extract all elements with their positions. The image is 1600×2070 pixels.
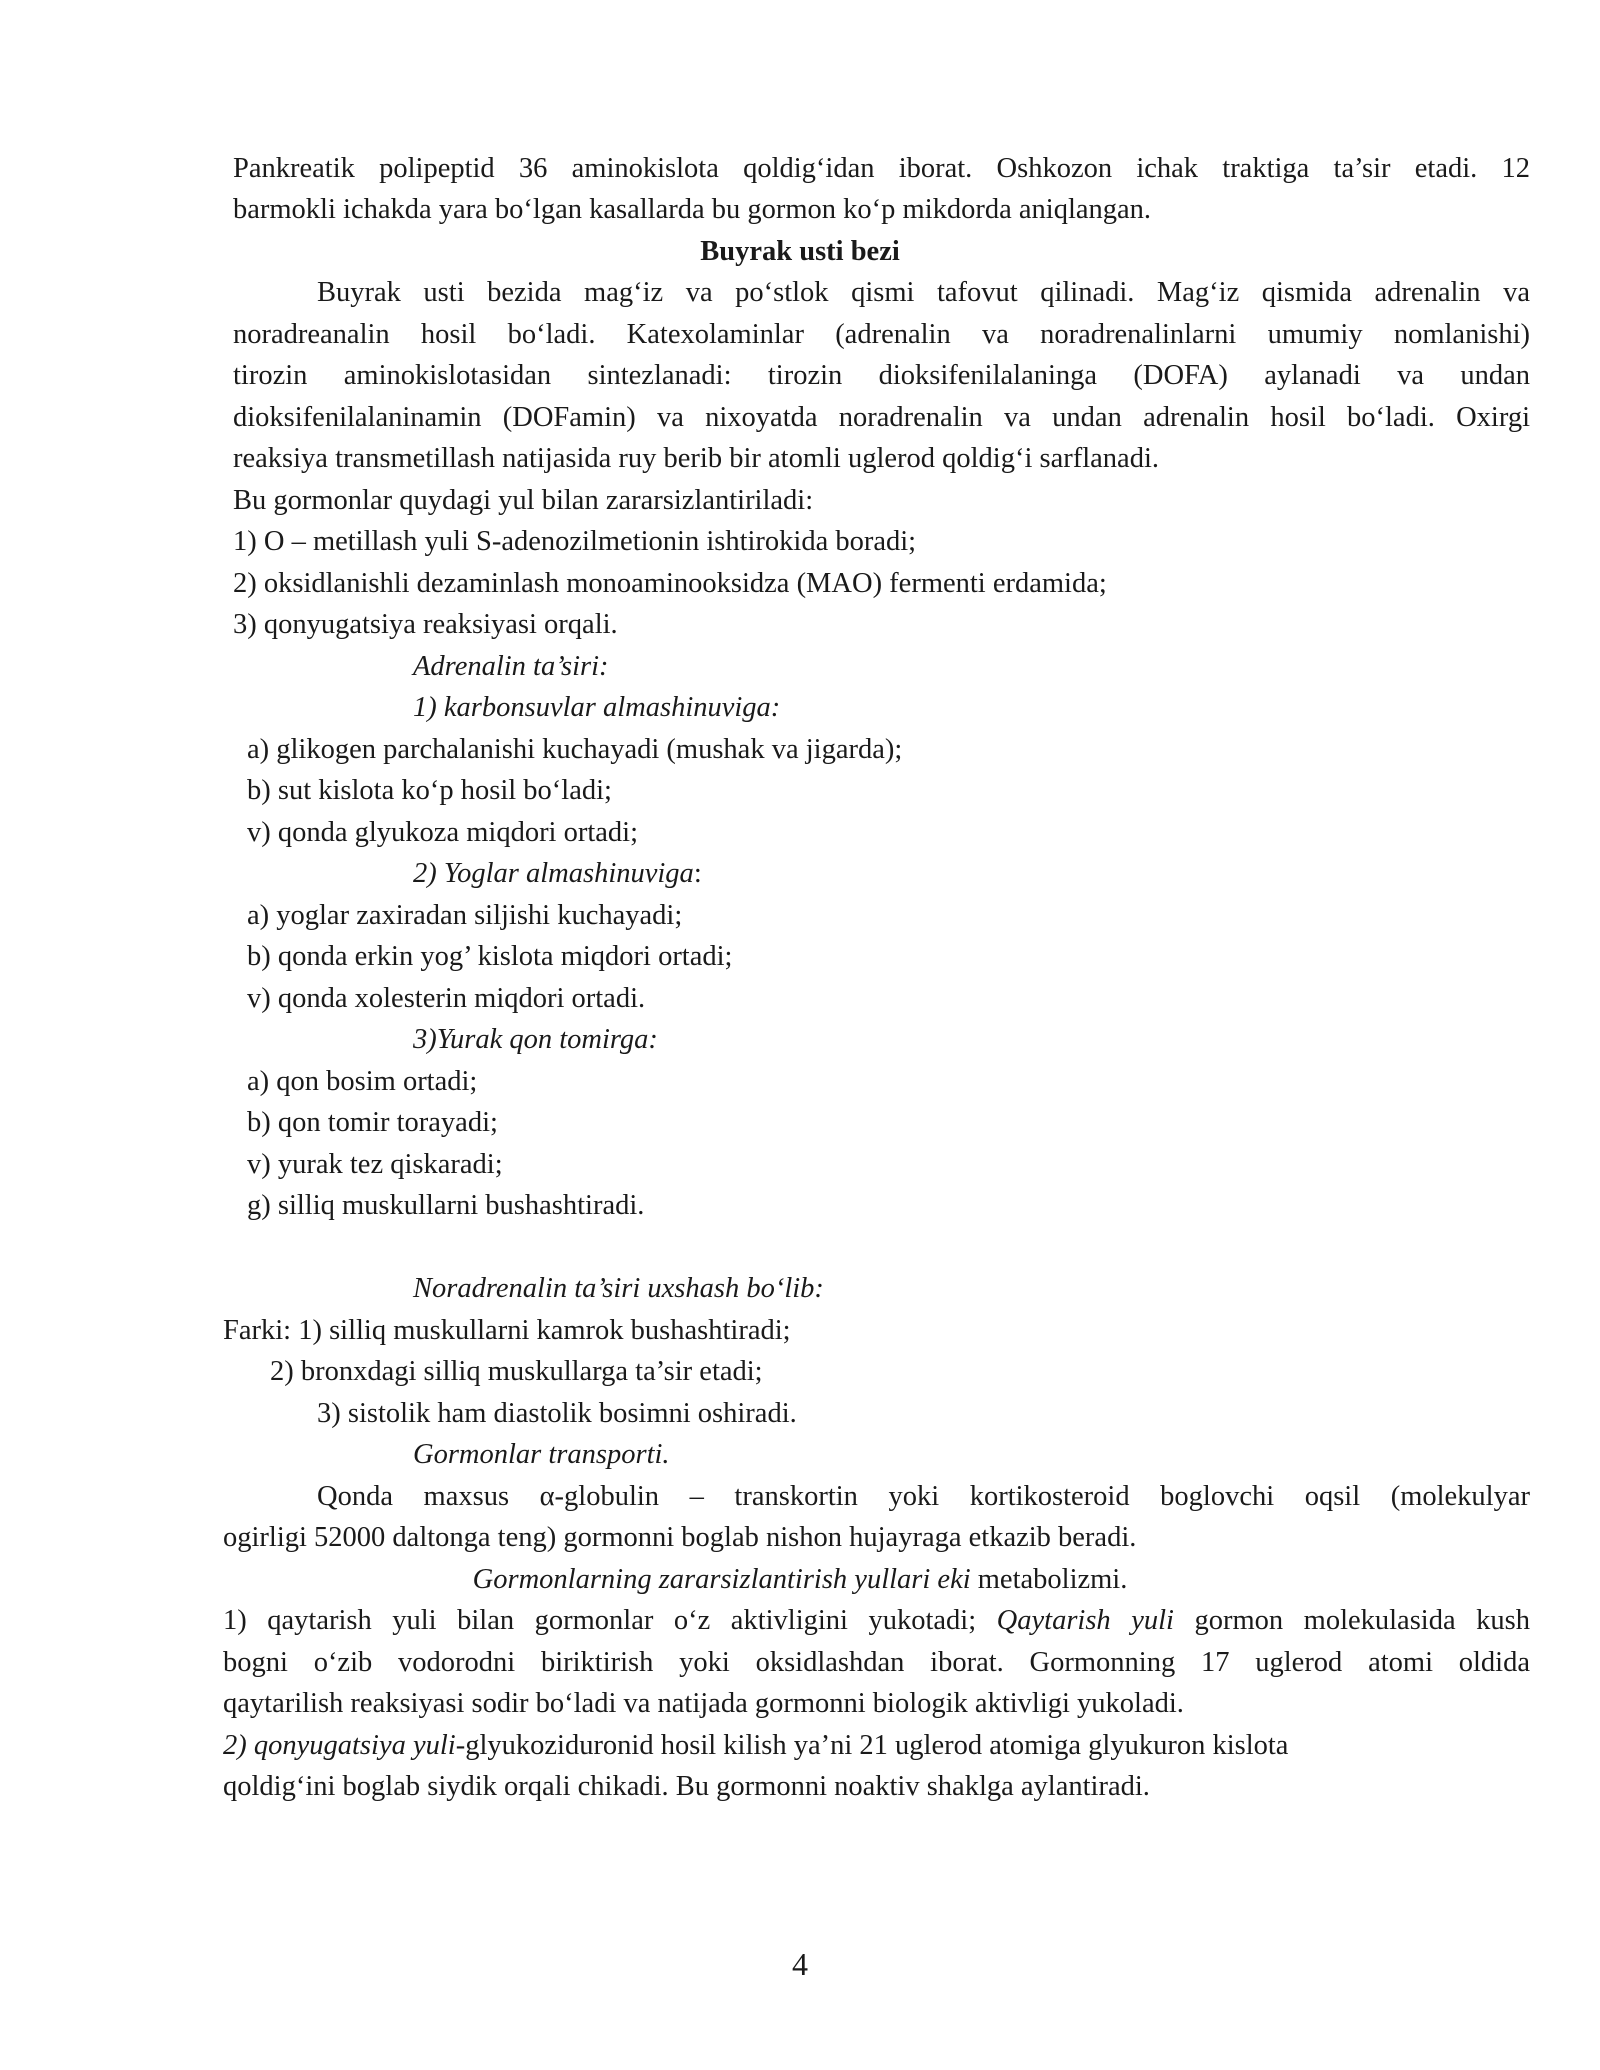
subheading: Adrenalin ta’siri: [413, 651, 609, 682]
text-run: gormon molekulasida kush [1173, 1605, 1530, 1636]
list-item: b) sut kislota ko‘p hosil bo‘ladi; [247, 775, 612, 806]
page-number: 4 [792, 1946, 808, 1982]
text-run: 1) qaytarish yuli bilan gormonlar o‘z aktivligini yukotadi; [223, 1605, 997, 1636]
paragraph-line: qaytarilish reaksiyasi sodir bo‘ladi va natijada gormonni biologik aktivligi yukoladi. [223, 1688, 1184, 1719]
list-item: 2) bronxdagi silliq muskullarga ta’sir etadi; [270, 1356, 763, 1387]
list-item: v) qonda glyukoza miqdori ortadi; [247, 817, 638, 848]
list-item: g) silliq muskullarni bushashtiradi. [247, 1190, 645, 1221]
list-item: Farki: 1) silliq muskullarni kamrok bushashtiradi; [223, 1315, 791, 1346]
list-item: a) glikogen parchalanishi kuchayadi (mushak va jigarda); [247, 734, 903, 765]
list-item: b) qon tomir torayadi; [247, 1107, 498, 1138]
subheading [0, 1559, 1600, 1600]
list-item: 3) sistolik ham diastolik bosimni oshiradi. [317, 1398, 797, 1429]
paragraph-line [223, 1725, 1288, 1766]
paragraph-line: bogni o‘zib vodorodni biriktirish yoki oksidlashdan iborat. Gormonning 17 uglerod atomi oldida [223, 1647, 1530, 1678]
paragraph-line: Pankreatik polipeptid 36 aminokislota qoldig‘idan iborat. Oshkozon ichak traktiga ta’sir etadi. 12 [233, 153, 1530, 184]
subheading-colon: : [693, 858, 702, 889]
text-run-italic: 2) qonyugatsiya yuli [223, 1730, 456, 1761]
subheading: Noradrenalin ta’siri uxshash bo‘lib: [413, 1273, 824, 1304]
subheading-text: 2) Yoglar almashinuviga [413, 858, 694, 889]
subheading: 1) karbonsuvlar almashinuviga: [413, 692, 781, 723]
list-item: a) qon bosim ortadi; [247, 1066, 478, 1097]
list-item: 2) oksidlanishli dezaminlash monoaminooksidza (MAO) fermenti erdamida; [233, 568, 1107, 599]
paragraph-line: barmokli ichakda yara bo‘lgan kasallarda bu gormon ko‘p mikdorda aniqlangan. [233, 194, 1152, 225]
paragraph-line: dioksifenilalaninamin (DOFamin) va nixoyatda noradrenalin va undan adrenalin hosil bo‘ladi. Oxirgi [233, 402, 1530, 433]
subheading-italic: Gormonlarning zararsizlantirish yullari eki [472, 1564, 971, 1595]
paragraph-line: qoldig‘ini boglab siydik orqali chikadi. Bu gormonni noaktiv shaklga aylantiradi. [223, 1771, 1150, 1802]
text-run-italic: Qaytarish yuli [996, 1605, 1174, 1636]
list-item: a) yoglar zaxiradan siljishi kuchayadi; [247, 900, 683, 931]
list-item: b) qonda erkin yog’ kislota miqdori ortadi; [247, 941, 733, 972]
list-item: 3) qonyugatsiya reaksiyasi orqali. [233, 609, 618, 640]
subheading: 3)Yurak qon tomirga: [413, 1024, 658, 1055]
list-item: v) yurak tez qiskaradi; [247, 1149, 503, 1180]
paragraph-line: noradreanalin hosil bo‘ladi. Katexolaminlar (adrenalin va noradrenalinlarni umumiy nomlanishi) [233, 319, 1530, 350]
list-item: v) qonda xolesterin miqdori ortadi. [247, 983, 646, 1014]
subheading [413, 853, 702, 894]
text-run: -glyukoziduronid hosil kilish ya’ni 21 uglerod atomiga glyukuron kislota [455, 1730, 1289, 1761]
detox-intro: Bu gormonlar quydagi yul bilan zararsizlantiriladi: [233, 485, 814, 516]
paragraph-line: tirozin aminokislotasidan sintezlanadi: tirozin dioksifenilalaninga (DOFA) aylanadi va undan [233, 360, 1530, 391]
list-item: 1) O – metillash yuli S-adenozilmetionin ishtirokida boradi; [233, 526, 917, 557]
paragraph-line: ogirligi 52000 daltonga teng) gormonni boglab nishon hujayraga etkazib beradi. [223, 1522, 1137, 1553]
subheading-plain: metabolizmi. [970, 1564, 1128, 1595]
paragraph-line [223, 1600, 1530, 1641]
subheading: Gormonlar transporti. [413, 1439, 670, 1470]
paragraph-line: reaksiya transmetillash natijasida ruy berib bir atomli uglerod qoldig‘i sarflanadi. [233, 443, 1159, 474]
paragraph-line: Buyrak usti bezida mag‘iz va po‘stlok qismi tafovut qilinadi. Mag‘iz qismida adrenalin va [317, 277, 1530, 308]
paragraph-line: Qonda maxsus α-globulin – transkortin yoki kortikosteroid boglovchi oqsil (molekulyar [317, 1481, 1530, 1512]
section-heading: Buyrak usti bezi [700, 236, 900, 267]
